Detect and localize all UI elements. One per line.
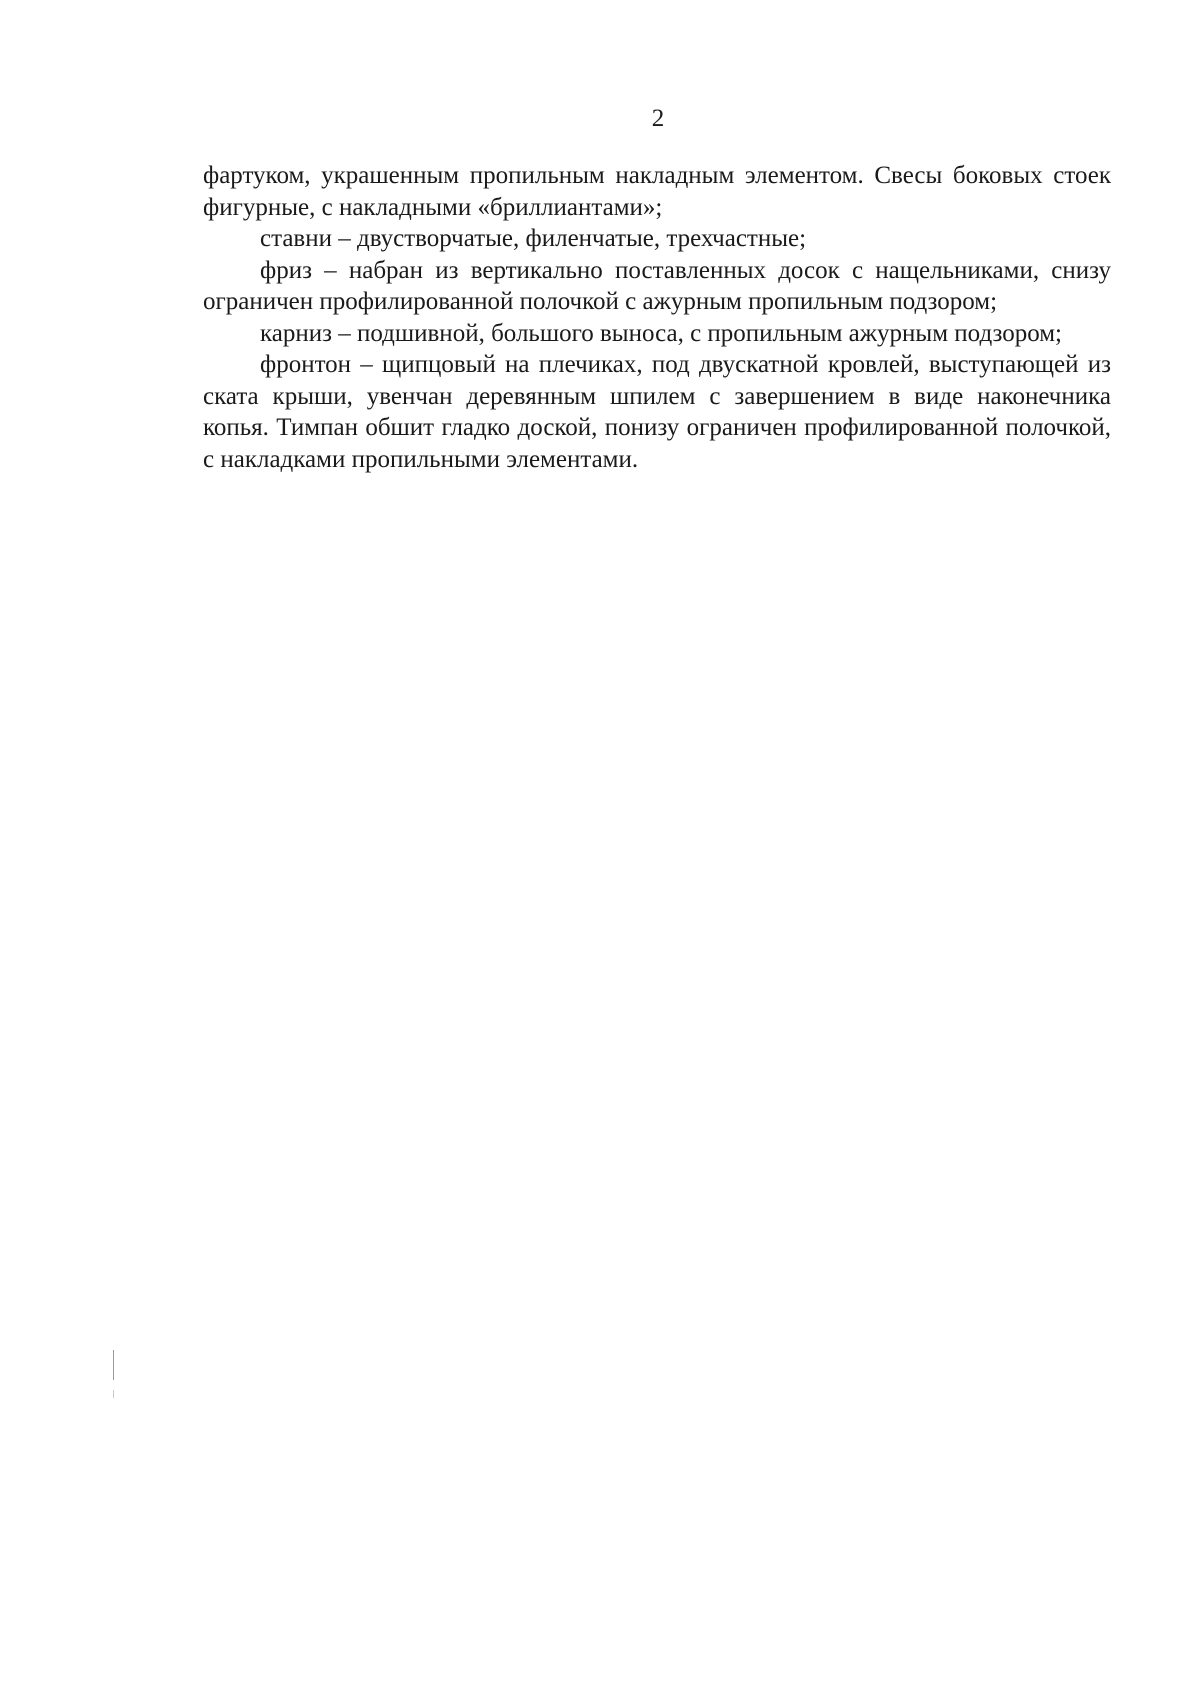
paragraph: фриз – набран из вертикально поставленных досок с нащельниками, снизу ограничен профилированной полочкой с ажурным пропильным подзором; <box>203 256 1111 315</box>
paragraph: ставни – двустворчатые, филенчатые, трехчастные; <box>260 225 807 252</box>
paragraph: фронтон – щипцовый на плечиках, под двускатной кровлей, выступающей из ската крыши, увенчан деревянным шпилем с завершением в виде наконечника копья. Тимпан обшит гладко доской, понизу ограничен профилированной полочкой, с накладками пропильными элементами. <box>203 351 1111 473</box>
page-number: 2 <box>651 105 665 132</box>
scan-artifact <box>113 1350 114 1380</box>
paragraph: фартуком, украшенным пропильным накладным элементом. Свесы боковых стоек фигурные, с накладными «бриллиантами»; <box>203 162 1111 221</box>
scan-artifact <box>113 1390 114 1398</box>
paragraph: карниз – подшивной, большого выноса, с пропильным ажурным подзором; <box>260 319 1062 347</box>
document-body <box>203 160 1111 475</box>
